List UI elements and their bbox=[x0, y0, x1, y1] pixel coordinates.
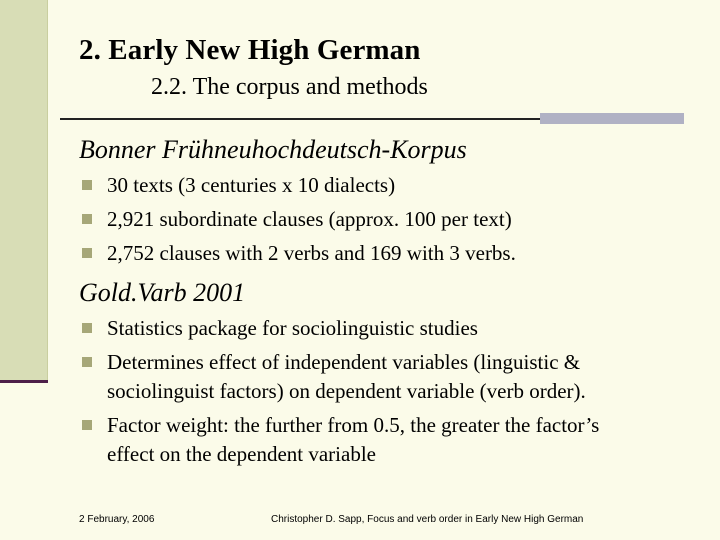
bullet-text: sociolinguist factors) on dependent variable (verb order). bbox=[107, 379, 586, 403]
bullet-item bbox=[82, 348, 599, 377]
bullet-item-continuation bbox=[82, 377, 599, 406]
bullet-text: effect on the dependent variable bbox=[107, 442, 376, 466]
bullet-text: 2,921 subordinate clauses (approx. 100 per text) bbox=[107, 207, 512, 231]
bullet-square-icon bbox=[82, 248, 92, 258]
bullet-list-corpus bbox=[82, 171, 516, 273]
bullet-item bbox=[82, 171, 516, 200]
bullet-item-continuation bbox=[82, 440, 599, 469]
bullet-text: 2,752 clauses with 2 verbs and 169 with 3 verbs. bbox=[107, 241, 516, 265]
footer-citation: Christopher D. Sapp, Focus and verb order in Early New High German bbox=[271, 514, 584, 525]
slide-subtitle: 2.2. The corpus and methods bbox=[151, 74, 428, 100]
bullet-text: 30 texts (3 centuries x 10 dialects) bbox=[107, 173, 396, 197]
section-heading-bonner-korpus: Bonner Frühneuhochdeutsch-Korpus bbox=[79, 135, 467, 164]
title-divider bbox=[60, 118, 540, 120]
title-divider-block bbox=[540, 113, 684, 124]
bullet-item bbox=[82, 205, 516, 234]
bullet-square-icon bbox=[82, 180, 92, 190]
bullet-square-icon bbox=[82, 323, 92, 333]
bullet-text: Statistics package for sociolinguistic studies bbox=[107, 316, 478, 340]
bullet-item bbox=[82, 411, 599, 440]
sidebar-accent-bar bbox=[0, 380, 48, 383]
bullet-item bbox=[82, 239, 516, 268]
bullet-square-icon bbox=[82, 214, 92, 224]
footer-date: 2 February, 2006 bbox=[79, 514, 155, 525]
slide-title: 2. Early New High German bbox=[79, 34, 421, 66]
bullet-text: Determines effect of independent variables (linguistic & bbox=[107, 350, 581, 374]
bullet-square-icon bbox=[82, 420, 92, 430]
sidebar-decoration bbox=[0, 0, 48, 380]
bullet-square-icon bbox=[82, 357, 92, 367]
bullet-list-goldvarb bbox=[82, 314, 599, 474]
bullet-item bbox=[82, 314, 599, 343]
bullet-text: Factor weight: the further from 0.5, the greater the factor’s bbox=[107, 413, 600, 437]
section-heading-goldvarb: Gold.Varb 2001 bbox=[79, 278, 246, 307]
